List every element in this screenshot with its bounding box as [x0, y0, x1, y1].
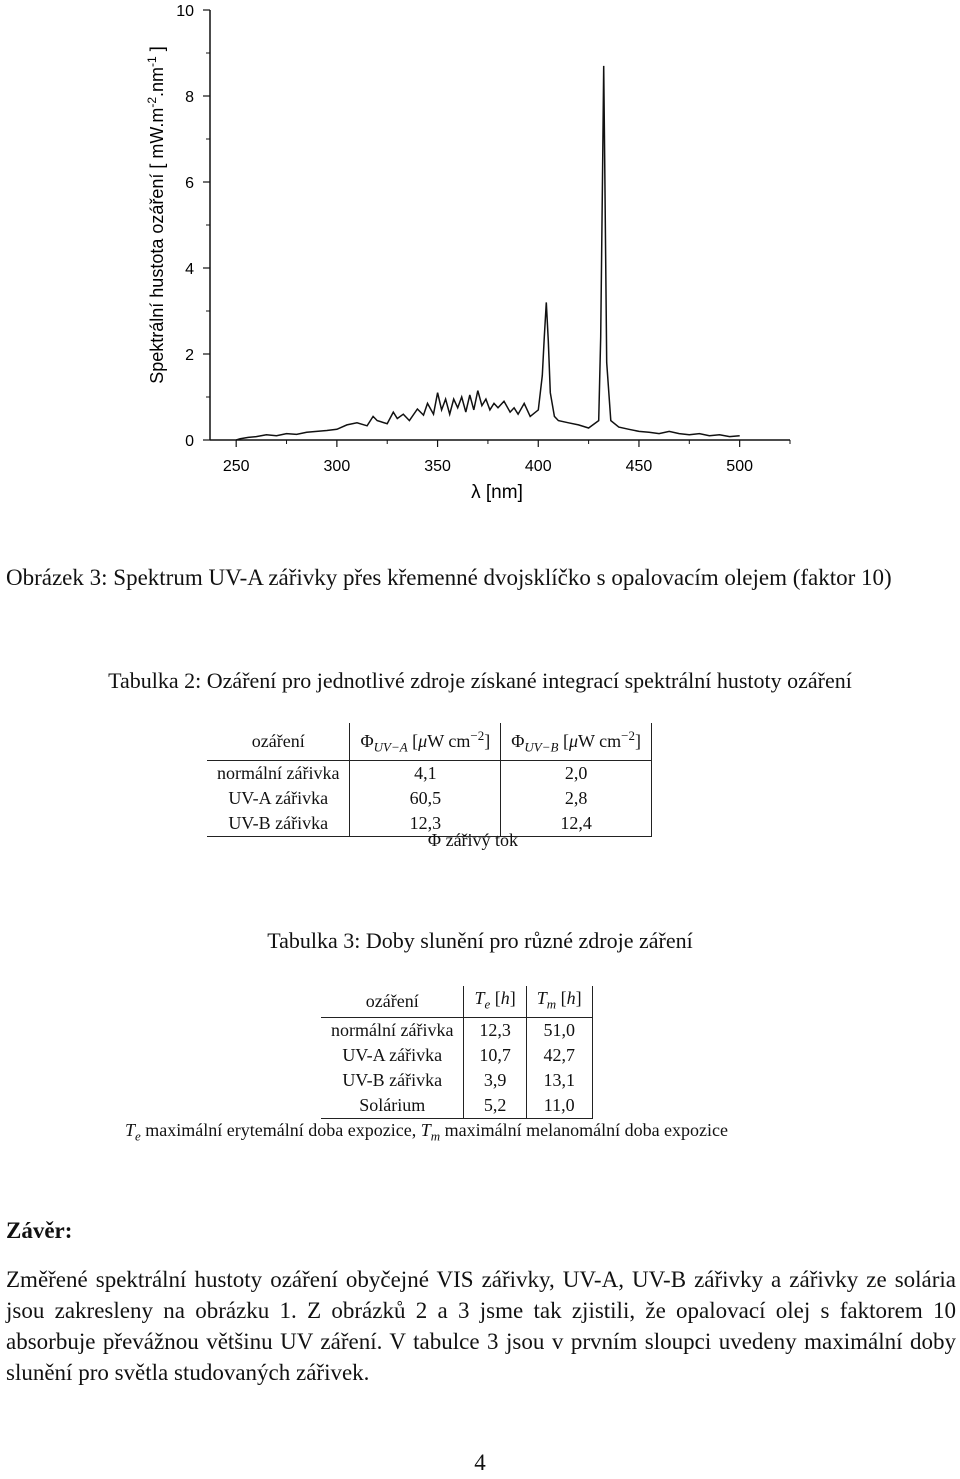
- table-cell: 2,0: [501, 760, 652, 786]
- x-tick-label: 500: [726, 458, 754, 475]
- y-tick-label: 10: [176, 3, 194, 20]
- table2: [207, 723, 652, 837]
- y-tick-label: 6: [185, 175, 194, 192]
- table2-caption: Tabulka 2: Ozáření pro jednotlivé zdroje získané integrací spektrální hustoty ozáření: [108, 668, 852, 693]
- table-cell: 60,5: [350, 786, 501, 811]
- y-tick-label: 4: [185, 261, 194, 278]
- table2-header-uva: $\Phi_{UV-A}$ [μW $cm^{-2}$]: [350, 723, 501, 760]
- table-cell: 42,7: [526, 1043, 592, 1068]
- table-cell: 12,3: [464, 1017, 526, 1043]
- table-row: [207, 786, 651, 811]
- table-cell: 11,0: [526, 1093, 592, 1119]
- table3-note: $T_e$ maximální erytemální doba expozice, $T_m$ maximální melanomální doba expozice: [125, 1120, 729, 1144]
- table-row: [321, 1043, 592, 1068]
- x-tick-label: 350: [424, 458, 451, 475]
- y-tick-label: 0: [185, 433, 194, 450]
- table-row: [321, 1068, 592, 1093]
- table-cell: 10,7: [464, 1043, 526, 1068]
- conclusion-heading: Závěr:: [6, 1218, 73, 1243]
- table3-header-te: $T_e$ [h]: [464, 986, 526, 1017]
- spectrum-chart: [0, 0, 960, 520]
- x-tick-label: 250: [222, 458, 250, 475]
- table-cell: UV-B zářivka: [207, 811, 350, 837]
- table-cell: UV-B zářivka: [342, 1069, 443, 1090]
- chart-axes: [210, 10, 790, 440]
- table2-note: Φ zářivý tok: [427, 830, 519, 850]
- table-cell: Solárium: [321, 1093, 464, 1119]
- table-cell: 13,1: [526, 1068, 592, 1093]
- table-cell: 51,0: [526, 1017, 592, 1043]
- conclusion-text: Změřené spektrální hustoty ozáření obyčejné VIS zářivky, UV-A, UV-B zářivky a zářivky ze solária jsou zakresleny na obrázku 1. Z obrázků 2 a 3 jsme tak zjistili, že opalovací olej s faktorem 10 absorbuje převážnou většinu UV záření. V tabulce 3 jsou v prvním sloupci uvedeny maximální doby slunění pro světla studovaných zářivek.: [6, 1267, 956, 1385]
- series-line: [236, 66, 740, 440]
- table-cell: 12,4: [501, 811, 652, 837]
- table-cell: 12,3: [350, 811, 501, 837]
- x-tick-label: 450: [625, 458, 653, 475]
- table2-header-source: ozáření: [207, 723, 350, 760]
- table2-header-uvb: $\Phi_{UV-B}$ [μW $cm^{-2}$]: [501, 723, 652, 760]
- table-cell: UV-A zářivka: [228, 787, 329, 808]
- table-cell: 3,9: [464, 1068, 526, 1093]
- x-tick-label: 300: [323, 458, 351, 475]
- y-tick-label: 2: [185, 347, 194, 364]
- y-tick-label: 8: [185, 89, 194, 106]
- y-axis-label: Spektrální hustota ozáření [ $mW.m^{-2}.nm^{-1}$ ]: [145, 46, 167, 384]
- table-row: [207, 760, 651, 786]
- table-cell: 4,1: [350, 760, 501, 786]
- table-cell: 2,8: [501, 786, 652, 811]
- table-row: [321, 1017, 592, 1043]
- table-cell: normální zářivka: [217, 762, 340, 783]
- table3-header-source: ozáření: [321, 986, 464, 1017]
- table-cell: normální zářivka: [331, 1019, 454, 1040]
- table3-caption: Tabulka 3: Doby slunění pro různé zdroje záření: [267, 928, 693, 953]
- page-number: 4: [474, 1450, 486, 1475]
- x-tick-label: 400: [524, 458, 552, 475]
- figure-caption: Obrázek 3: Spektrum UV-A zářivky přes křemenné dvojsklíčko s opalovacím olejem (faktor 10): [6, 565, 892, 590]
- table-row: [321, 1093, 592, 1119]
- table3: [321, 986, 593, 1119]
- table-cell: UV-A zářivka: [342, 1044, 443, 1065]
- x-axis-label: λ [nm]: [471, 482, 523, 503]
- table3-header-tm: $T_m$ [h]: [526, 986, 592, 1017]
- table-cell: 5,2: [464, 1093, 526, 1119]
